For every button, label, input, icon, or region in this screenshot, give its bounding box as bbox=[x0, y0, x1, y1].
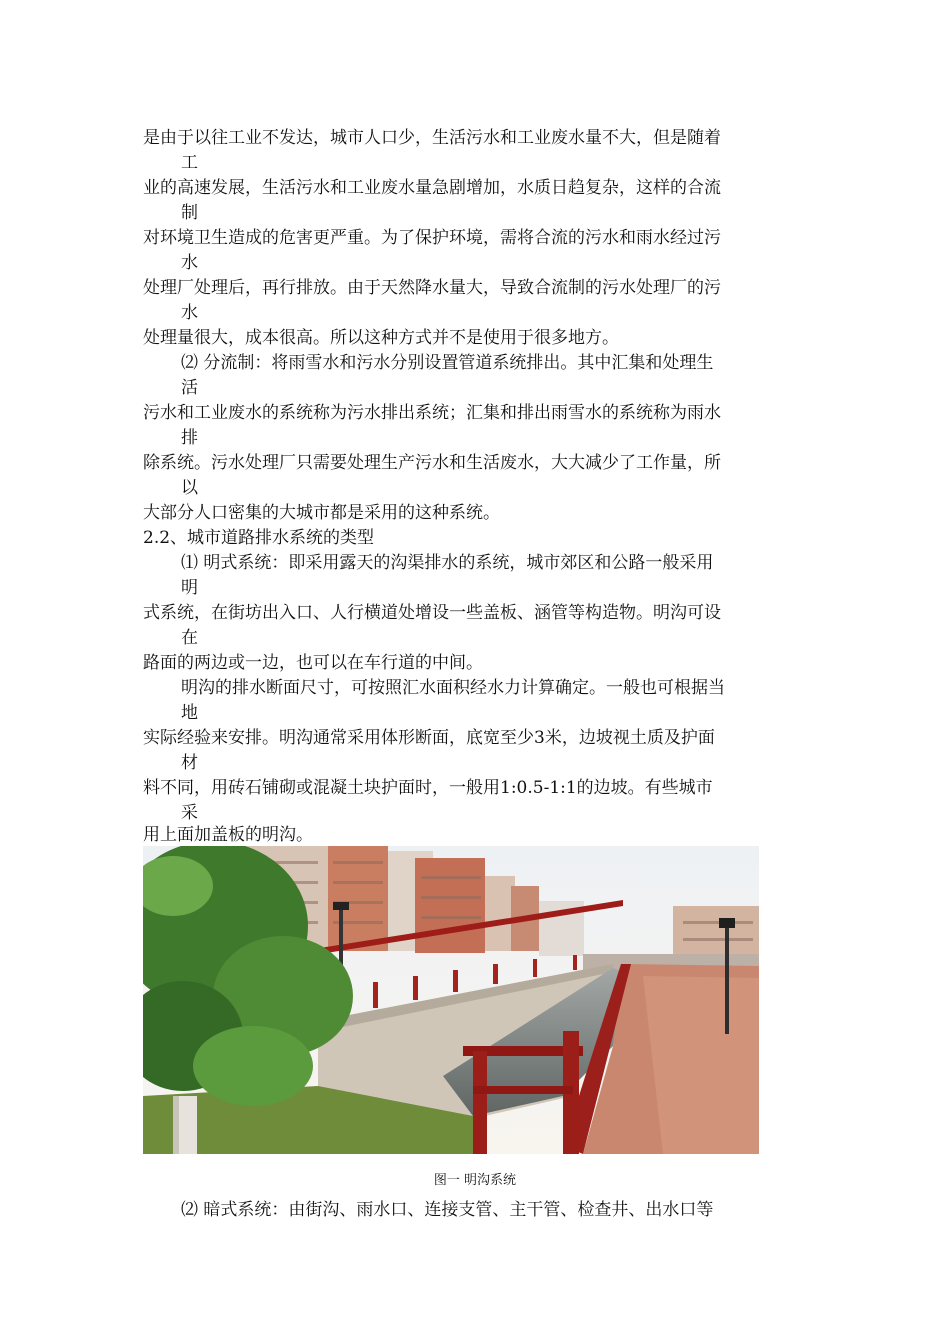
text-line: 实际经验来安排。明沟通常采用体形断面，底宽至少3米，边坡视土质及护面 bbox=[143, 728, 715, 748]
text-line: 以 bbox=[181, 478, 198, 498]
text-line: 明 bbox=[181, 578, 198, 598]
text-line: 业的高速发展，生活污水和工业废水量急剧增加，水质日趋复杂，这样的合流 bbox=[143, 178, 721, 198]
text-line: 处理量很大，成本很高。所以这种方式并不是使用于很多地方。 bbox=[143, 328, 619, 348]
text-line: 式系统，在街坊出入口、人行横道处增设一些盖板、涵管等构造物。明沟可设 bbox=[143, 603, 721, 623]
text-line: 污水和工业废水的系统称为污水排出系统；汇集和排出雨雪水的系统称为雨水 bbox=[143, 403, 721, 423]
text-line: 处理厂处理后，再行排放。由于天然降水量大，导致合流制的污水处理厂的污 bbox=[143, 278, 721, 298]
text-line: 水 bbox=[181, 253, 198, 273]
text-line: 水 bbox=[181, 303, 198, 323]
text-line: 对环境卫生造成的危害更严重。为了保护环境，需将合流的污水和雨水经过污 bbox=[143, 228, 721, 248]
text-line: 排 bbox=[181, 428, 198, 448]
section-heading: 2.2、城市道路排水系统的类型 bbox=[143, 528, 375, 548]
open-ditch-photo bbox=[143, 846, 759, 1154]
text-line: 活 bbox=[181, 378, 198, 398]
text-line: 采 bbox=[181, 803, 198, 823]
text-line: 材 bbox=[181, 753, 198, 773]
text-line: ⑵ 暗式系统：由街沟、雨水口、连接支管、主干管、检查井、出水口等 bbox=[181, 1200, 714, 1220]
text-line: 路面的两边或一边，也可以在车行道的中间。 bbox=[143, 653, 483, 673]
text-line: 工 bbox=[181, 153, 198, 173]
text-line: 明沟的排水断面尺寸，可按照汇水面积经水力计算确定。一般也可根据当 bbox=[181, 678, 725, 698]
text-line: 是由于以往工业不发达，城市人口少，生活污水和工业废水量不大，但是随着 bbox=[143, 128, 721, 148]
text-line: 除系统。污水处理厂只需要处理生产污水和生活废水，大大减少了工作量，所 bbox=[143, 453, 721, 473]
text-line: 制 bbox=[181, 203, 198, 223]
text-line: ⑴ 明式系统：即采用露天的沟渠排水的系统，城市郊区和公路一般采用 bbox=[181, 553, 714, 573]
figure-caption: 图一 明沟系统 bbox=[433, 1173, 517, 1188]
text-line: 地 bbox=[181, 703, 198, 723]
text-line: 料不同，用砖石铺砌或混凝土块护面时，一般用1:0.5-1:1的边坡。有些城市 bbox=[143, 778, 713, 798]
text-line: 在 bbox=[181, 628, 198, 648]
text-line: ⑵ 分流制：将雨雪水和污水分别设置管道系统排出。其中汇集和处理生 bbox=[181, 353, 714, 373]
text-line: 用上面加盖板的明沟。 bbox=[143, 825, 313, 845]
text-line: 大部分人口密集的大城市都是采用的这种系统。 bbox=[143, 503, 500, 523]
